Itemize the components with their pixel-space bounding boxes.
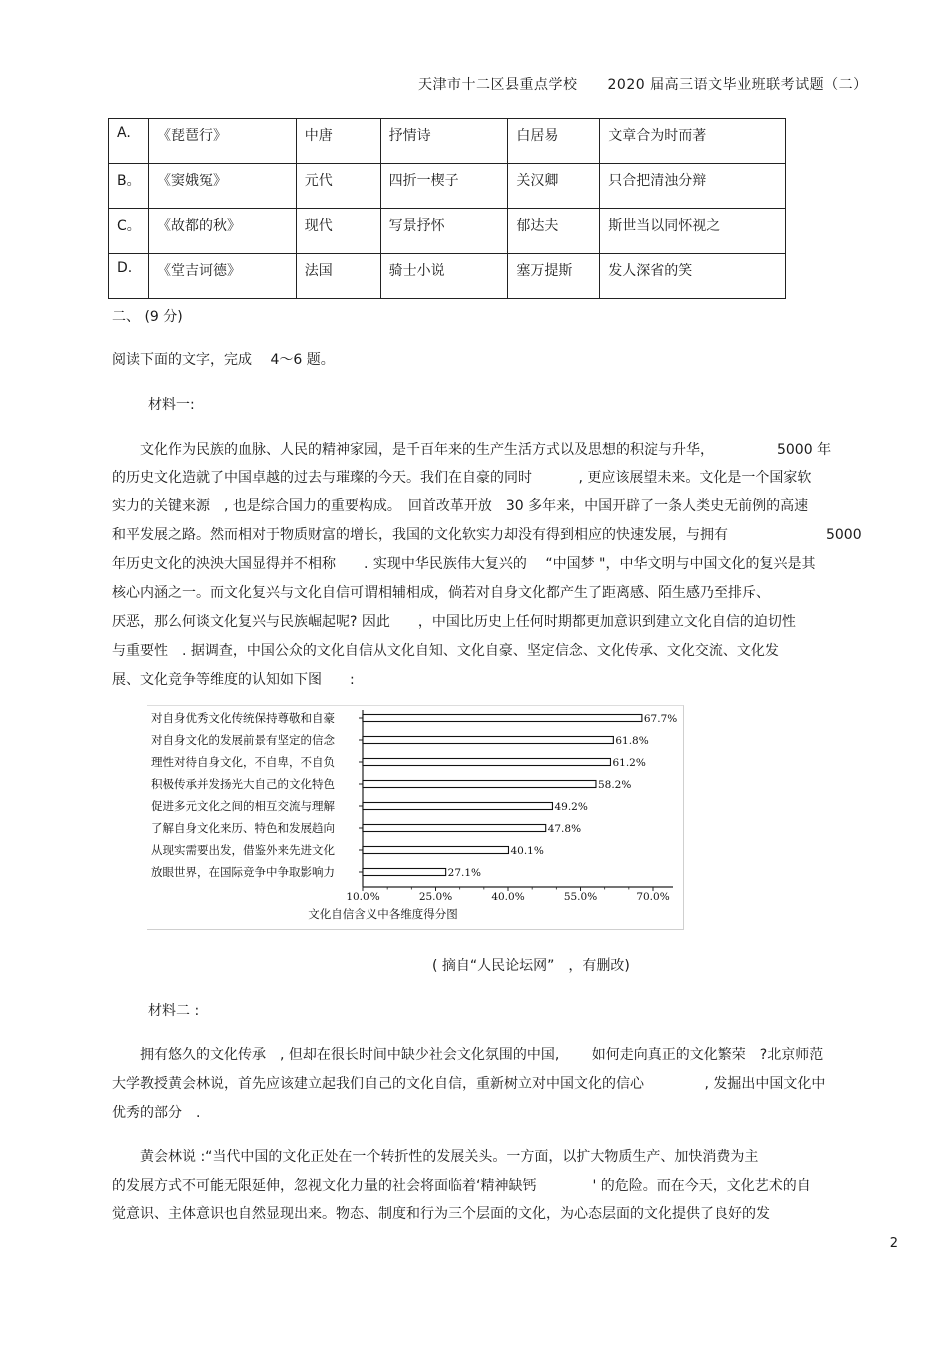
option-work: 《堂吉诃德》 <box>148 254 296 299</box>
option-quote: 只合把清浊分辩 <box>600 164 786 209</box>
chart-bar <box>363 803 552 810</box>
material1-line: 年历史文化的泱泱大国显得并不相称 . 实现中华民族伟大复兴的 “中国梦 "，中华文明与中国文化的复兴是其 <box>112 556 816 572</box>
chart-category-label: 理性对待自身文化，不自卑，不自负 <box>151 755 335 769</box>
chart-x-tick-label: 40.0% <box>491 891 525 903</box>
chart-category-label: 对自身文化的发展前景有坚定的信念 <box>151 733 335 747</box>
chart-category-label: 了解自身文化来历、特色和发展趋向 <box>151 821 335 835</box>
option-quote: 发人深省的笑 <box>600 254 786 299</box>
option-row-b <box>109 164 786 209</box>
material2-line: 黄会林说 :“当代中国的文化正处在一个转折性的发展关头。一方面，以扩大物质生产、加快消费为主 <box>112 1149 759 1165</box>
material1-line: 展、文化竞争等维度的认知如下图 : <box>112 672 355 688</box>
chart-title: 文化自信含义中各维度得分图 <box>308 907 458 921</box>
header-school: 天津市十二区县重点学校 <box>418 77 578 93</box>
chart-value-label: 61.8% <box>615 735 649 747</box>
option-author: 关汉卿 <box>508 164 600 209</box>
option-letter: D. <box>109 254 149 299</box>
chart-category-label: 积极传承并发扬光大自己的文化特色 <box>151 777 335 791</box>
option-author: 白居易 <box>508 119 600 164</box>
option-quote: 文章合为时而著 <box>600 119 786 164</box>
option-work: 《窦娥冤》 <box>148 164 296 209</box>
option-row-a <box>109 119 786 164</box>
chart-category-label: 促进多元文化之间的相互交流与理解 <box>151 799 335 813</box>
chart-value-label: 40.1% <box>510 845 544 857</box>
material2-line: 大学教授黄会林说，首先应该建立起我们自己的文化自信，重新树立对中国文化的信心 , 发掘出中国文化中 <box>112 1076 826 1092</box>
material2-line: 觉意识、主体意识也自然显现出来。物态、制度和行为三个层面的文化，为心态层面的文化提供了良好的发 <box>112 1206 770 1222</box>
chart-value-label: 67.7% <box>643 713 678 725</box>
chart-category-label: 放眼世界，在国际竞争中争取影响力 <box>151 865 335 879</box>
chart-x-tick-label: 70.0% <box>636 891 670 903</box>
chart-x-tick-label: 25.0% <box>418 891 453 903</box>
material2-title: 材料二 : <box>148 1003 200 1019</box>
material2-line: 拥有悠久的文化传承 , 但却在很长时间中缺少社会文化氛围的中国, 如何走向真正的文化繁荣 ?北京师范 <box>112 1047 824 1063</box>
chart-value-label: 49.2% <box>554 801 588 813</box>
material1-title: 材料一: <box>148 397 195 413</box>
material1-line: 实力的关键来源 , 也是综合国力的重要构成。 回首改革开放 30 多年来，中国开辟了一条人类史无前例的高速 <box>112 498 809 514</box>
chart-x-tick-label: 55.0% <box>563 891 598 903</box>
material1-line: 厌恶，那么何谈文化复兴与民族崛起呢? 因此 ，中国比历史上任何时期都更加意识到建立文化自信的迫切性 <box>112 614 796 630</box>
chart-category-label: 对自身优秀文化传统保持尊敬和自豪 <box>151 711 335 725</box>
instruction: 阅读下面的文字，完成 4～6 题。 <box>112 352 335 368</box>
option-era: 中唐 <box>296 119 380 164</box>
section-heading: 二、 (9 分) <box>112 309 183 325</box>
page-header <box>418 74 868 94</box>
option-letter: A. <box>109 119 149 164</box>
material2-line: 优秀的部分 . <box>112 1105 201 1121</box>
chart-bar <box>363 781 596 788</box>
page-number: 2 <box>889 1236 898 1251</box>
option-work: 《故都的秋》 <box>148 209 296 254</box>
chart-value-label: 47.8% <box>547 823 582 835</box>
chart-x-tick-label: 10.0% <box>346 891 380 903</box>
bar-chart-svg <box>147 706 684 931</box>
option-genre: 骑士小说 <box>380 254 508 299</box>
header-exam: 2020 届高三语文毕业班联考试题（二） <box>607 77 868 93</box>
option-quote: 斯世当以同怀视之 <box>600 209 786 254</box>
chart-bar <box>363 737 613 744</box>
material1-line: 的历史文化造就了中国卓越的过去与璀璨的今天。我们在自豪的同时 , 更应该展望未来。文化是一个国家软 <box>112 470 812 486</box>
option-era: 法国 <box>296 254 380 299</box>
option-author: 塞万提斯 <box>508 254 600 299</box>
chart-bar <box>363 847 508 854</box>
option-era: 元代 <box>296 164 380 209</box>
chart-bar <box>363 759 610 766</box>
chart-bar <box>363 869 446 876</box>
option-genre: 四折一楔子 <box>380 164 508 209</box>
options-table <box>108 118 786 299</box>
option-row-c <box>109 209 786 254</box>
option-genre: 抒情诗 <box>380 119 508 164</box>
chart-bar <box>363 715 642 722</box>
option-era: 现代 <box>296 209 380 254</box>
material1-line: 核心内涵之一。而文化复兴与文化自信可谓相辅相成，倘若对自身文化都产生了距离感、陌生感乃至排斥、 <box>112 585 770 601</box>
chart-bar <box>363 825 546 832</box>
material1-line: 文化作为民族的血脉、人民的精神家园，是千百年来的生产生活方式以及思想的积淀与升华， 5000 年 <box>112 442 832 458</box>
option-work: 《琵琶行》 <box>148 119 296 164</box>
source-note: ( 摘自“人民论坛网” ，有删改) <box>432 958 630 974</box>
chart-value-label: 58.2% <box>597 779 632 791</box>
chart-value-label: 61.2% <box>612 757 646 769</box>
chart-value-label: 27.1% <box>447 867 482 879</box>
option-letter: B。 <box>109 164 149 209</box>
material2-line: 的发展方式不可能无限延伸，忽视文化力量的社会将面临着‘精神缺钙 ' 的危险。而在今天，文化艺术的自 <box>112 1178 811 1194</box>
option-letter: C。 <box>109 209 149 254</box>
material1-line: 与重要性 . 据调查，中国公众的文化自信从文化自知、文化自豪、坚定信念、文化传承、文化交流、文化发 <box>112 643 779 659</box>
option-genre: 写景抒怀 <box>380 209 508 254</box>
option-author: 郁达夫 <box>508 209 600 254</box>
chart-category-label: 从现实需要出发，借鉴外来先进文化 <box>151 843 335 857</box>
option-row-d <box>109 254 786 299</box>
bar-chart <box>147 705 684 930</box>
material1-line: 和平发展之路。然而相对于物质财富的增长，我国的文化软实力却没有得到相应的快速发展，与拥有 5000 <box>112 527 862 543</box>
